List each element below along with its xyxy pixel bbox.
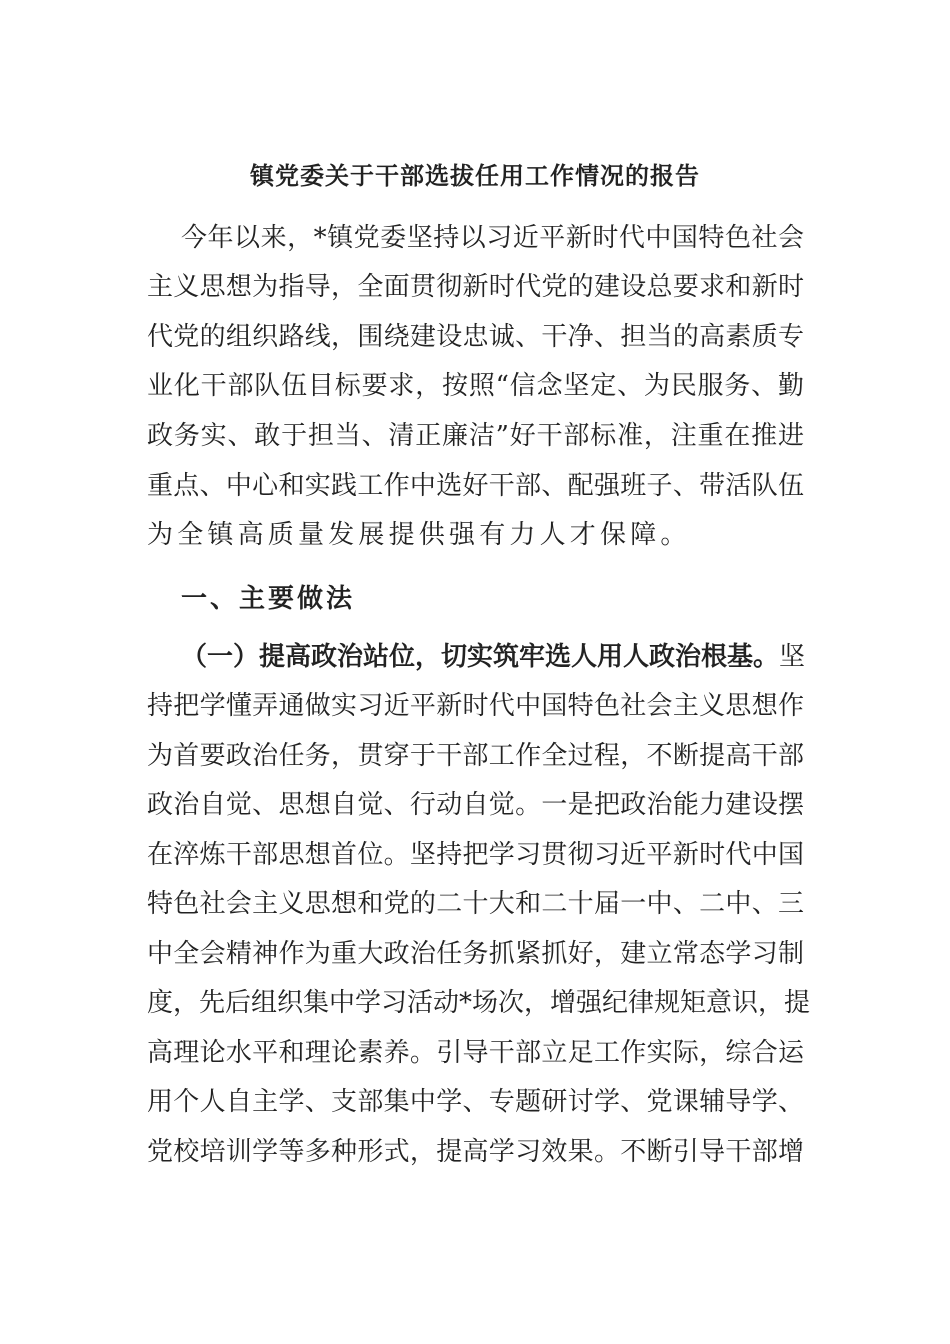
subsection-line: 在淬炼干部思想首位。坚持把学习贯彻习近平新时代中国 <box>147 840 804 870</box>
subsection-line: 持把学懂弄通做实习近平新时代中国特色社会主义思想作 <box>147 691 804 721</box>
section-heading: 一、主要做法 <box>181 584 356 614</box>
subsection-heading: （一）提高政治站位，切实筑牢选人用人政治根基。 <box>181 642 780 672</box>
intro-line: 业化干部队伍目标要求，按照“信念坚定、为民服务、勤 <box>147 371 804 401</box>
document-title: 镇党委关于干部选拔任用工作情况的报告 <box>250 161 700 190</box>
intro-line: 政务实、敢于担当、清正廉洁”好干部标准，注重在推进 <box>147 421 804 451</box>
subsection-line: 高理论水平和理论素养。引导干部立足工作实际，综合运 <box>147 1038 804 1068</box>
intro-line: 主义思想为指导，全面贯彻新时代党的建设总要求和新时 <box>147 272 804 302</box>
subsection-line: 特色社会主义思想和党的二十大和二十届一中、二中、三 <box>147 889 804 919</box>
intro-line: 代党的组织路线，围绕建设忠诚、干净、担当的高素质专 <box>147 322 804 352</box>
intro-line: 重点、中心和实践工作中选好干部、配强班子、带活队伍 <box>147 471 804 501</box>
subsection-line: 中全会精神作为重大政治任务抓紧抓好，建立常态学习制 <box>147 939 804 969</box>
subsection-line: 用个人自主学、支部集中学、专题研讨学、党课辅导学、 <box>147 1087 804 1117</box>
subsection-line: 度，先后组织集中学习活动*场次，增强纪律规矩意识，提 <box>147 988 811 1018</box>
subsection-line: 党校培训学等多种形式，提高学习效果。不断引导干部增 <box>147 1137 804 1167</box>
intro-line: 今年以来，*镇党委坚持以习近平新时代中国特色社会 <box>181 223 804 253</box>
subsection-line: 为首要政治任务，贯穿于干部工作全过程，不断提高干部 <box>147 741 804 771</box>
subsection-line: 政治自觉、思想自觉、行动自觉。一是把政治能力建设摆 <box>147 790 804 820</box>
subsection-first-line-tail: 坚 <box>779 642 806 672</box>
intro-line: 为全镇高质量发展提供强有力人才保障。 <box>147 520 691 550</box>
subsection-first-line <box>181 632 804 682</box>
